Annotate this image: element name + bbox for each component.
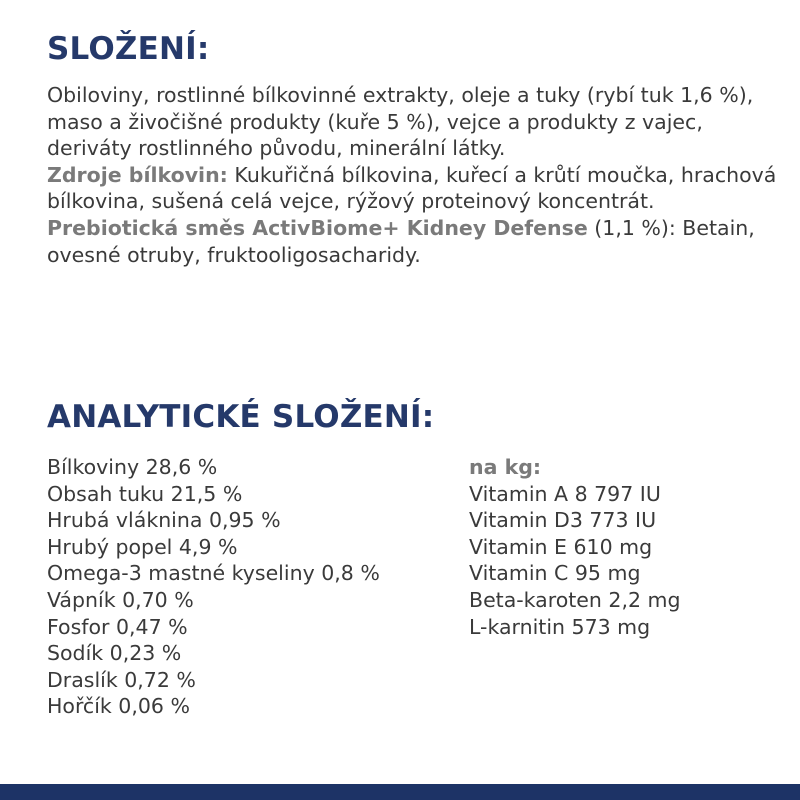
vitamin-item: Vitamin E 610 mg bbox=[469, 534, 653, 559]
analytical-item: Obsah tuku 21,5 % bbox=[47, 481, 243, 506]
analytical-item: Hořčík 0,06 % bbox=[47, 694, 190, 719]
analytical-item: Hrubý popel 4,9 % bbox=[47, 534, 238, 559]
vitamin-item: L-karnitin 573 mg bbox=[469, 614, 651, 639]
footer-bar bbox=[0, 784, 800, 800]
prebiotic-mix bbox=[47, 215, 787, 268]
protein-sources bbox=[47, 162, 787, 215]
protein-sources-label: Zdroje bílkovin: bbox=[47, 162, 228, 187]
analytical-list-right bbox=[469, 454, 681, 640]
per-kg-title: na kg: bbox=[469, 455, 542, 479]
composition-heading: SLOŽENÍ: bbox=[47, 31, 210, 67]
composition-text bbox=[47, 82, 787, 268]
vitamin-item: Beta-karoten 2,2 mg bbox=[469, 587, 681, 612]
analytical-item: Omega-3 mastné kyseliny 0,8 % bbox=[47, 561, 380, 586]
analytical-item: Sodík 0,23 % bbox=[47, 641, 182, 666]
protein-sources-text: Kukuřičná bílkovina, kuřecí a krůtí moučka, hrachová bílkovina, sušená celá vejce, rýžový proteinový koncentrát. bbox=[47, 162, 777, 214]
composition-intro: Obiloviny, rostlinné bílkovinné extrakty, oleje a tuky (rybí tuk 1,6 %), maso a živočišné produkty (kuře 5 %), vejce a produkty z vajec, deriváty rostlinného původu, minerální látky. bbox=[47, 83, 754, 161]
analytical-item: Vápník 0,70 % bbox=[47, 587, 194, 612]
analytical-list-left bbox=[47, 454, 380, 720]
analytical-heading: ANALYTICKÉ SLOŽENÍ: bbox=[47, 399, 435, 435]
analytical-item: Bílkoviny 28,6 % bbox=[47, 455, 218, 479]
vitamin-item: Vitamin C 95 mg bbox=[469, 561, 641, 586]
analytical-item: Draslík 0,72 % bbox=[47, 667, 196, 692]
analytical-item: Fosfor 0,47 % bbox=[47, 614, 188, 639]
prebiotic-mix-label: Prebiotická směs ActivBiome+ Kidney Defense bbox=[47, 215, 588, 240]
vitamin-item: Vitamin A 8 797 IU bbox=[469, 481, 661, 506]
vitamin-item: Vitamin D3 773 IU bbox=[469, 508, 657, 533]
prebiotic-mix-text: (1,1 %): Betain, ovesné otruby, fruktooligosacharidy. bbox=[47, 215, 755, 267]
analytical-item: Hrubá vláknina 0,95 % bbox=[47, 508, 281, 533]
